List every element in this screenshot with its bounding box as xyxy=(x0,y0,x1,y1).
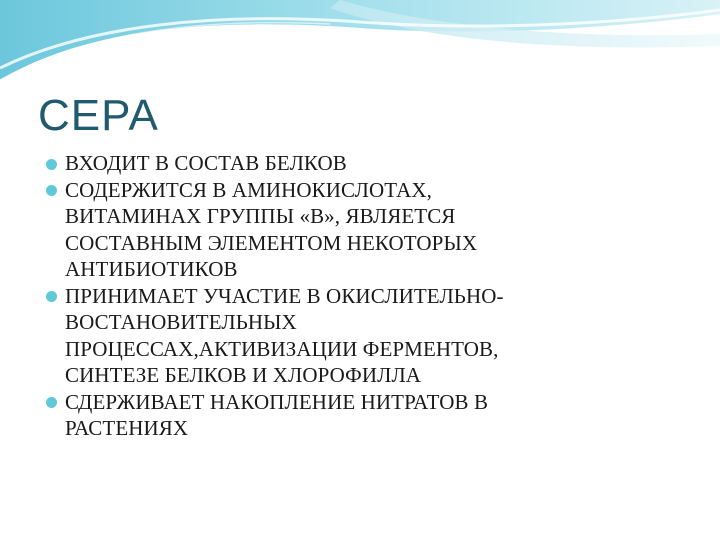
bullet-text: АНТИБИОТИКОВ xyxy=(65,257,238,281)
header-wave-decoration xyxy=(0,0,720,90)
bullet-text: ВИТАМИНАХ ГРУППЫ «В», ЯВЛЯЕТСЯ xyxy=(65,204,456,228)
bullet-text: СОСТАВНЫМ ЭЛЕМЕНТОМ НЕКОТОРЫХ xyxy=(65,230,478,255)
bullet-item xyxy=(46,150,666,177)
bullet-dot-icon xyxy=(46,159,57,170)
bullet-text: РАСТЕНИЯХ xyxy=(65,416,189,440)
bullet-dot-icon xyxy=(46,291,57,302)
bullet-item xyxy=(46,177,666,283)
bullet-text: СИНТЕЗЕ БЕЛКОВ И ХЛОРОФИЛЛА xyxy=(65,363,422,387)
slide-title: СЕРА xyxy=(38,91,159,140)
bullet-text: ПРОЦЕССАХ,АКТИВИЗАЦИИ ФЕРМЕНТОВ, xyxy=(65,336,499,361)
bullet-item xyxy=(46,283,666,389)
bullet-item xyxy=(46,389,666,442)
bullet-list xyxy=(46,150,666,442)
bullet-text: ВХОДИТ В СОСТАВ БЕЛКОВ xyxy=(65,151,347,175)
bullet-dot-icon xyxy=(46,185,57,196)
bullet-text: СОДЕРЖИТСЯ В АМИНОКИСЛОТАХ, xyxy=(65,177,433,202)
bullet-text: СДЕРЖИВАЕТ НАКОПЛЕНИЕ НИТРАТОВ В xyxy=(65,389,489,414)
bullet-text: ВОСТАНОВИТЕЛЬНЫХ xyxy=(65,310,297,334)
bullet-dot-icon xyxy=(46,397,57,408)
bullet-text: ПРИНИМАЕТ УЧАСТИЕ В ОКИСЛИТЕЛЬНО- xyxy=(65,283,504,308)
